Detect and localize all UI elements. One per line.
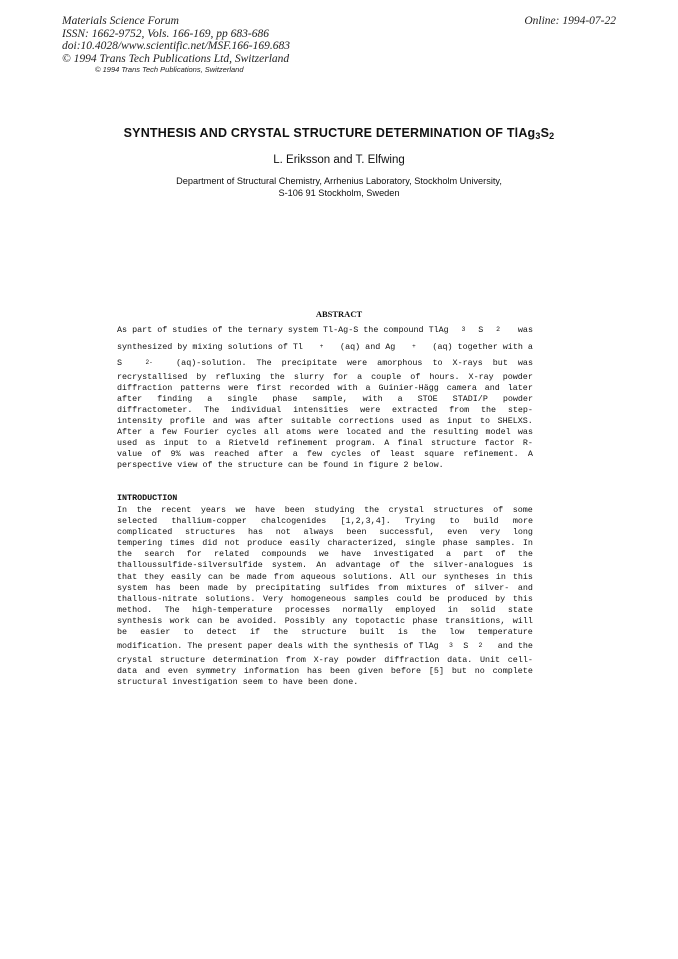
intro-line: data and even symmetry information has been given before [5] but no complete: [117, 665, 533, 676]
abstract-line: S 2- (aq)-solution. The precipitate were amorphous to X-rays but was: [117, 358, 533, 368]
abstract-line: diffraction patterns were first recorded with a Guinier-Hägg camera and later: [117, 382, 533, 393]
intro-line: tempering times did not produce easily characterized, single phase samples. In: [117, 538, 533, 549]
abstract-heading: ABSTRACT: [315, 309, 363, 319]
intro-line: crystal structure determination from X-ray powder diffraction data. Unit cell-: [117, 654, 533, 665]
affiliation-line-2: S-106 91 Stockholm, Sweden: [278, 187, 400, 198]
abstract-line: recrystallised by refluxing the slurry for a couple of hours. X-ray powder: [117, 371, 533, 382]
intro-line: method. The high-temperature processes normally employed in solid state: [117, 604, 533, 615]
intro-line: that they easily can be made from aqueous solutions. All our syntheses in this: [117, 571, 533, 582]
abstract-line: synthesized by mixing solutions of Tl + (aq) and Ag + (aq) together with a: [117, 341, 533, 352]
intro-line: synthesis work can be avoided. Possibly any topotactic phase transitions, will: [117, 615, 533, 626]
paper-title: SYNTHESIS AND CRYSTAL STRUCTURE DETERMINATION OF $TlAg_3S_2$: [123, 126, 555, 141]
abstract-line: After a few Fourier cycles all atoms were located and the resulting model was: [117, 426, 533, 437]
issn-line: ISSN: 1662-9752, Vols. 166-169, pp 683-686: [62, 27, 269, 40]
intro-line: be easier to detect if the structure built is the low temperature: [117, 627, 533, 638]
intro-line: the search for related compounds we have investigated a part of the: [117, 549, 533, 560]
intro-line: selected thallium-copper chalcogenides [1,2,3,4]. Trying to build more: [117, 516, 533, 527]
affiliation: [0, 176, 678, 199]
abstract-line: As part of studies of the ternary system Tl-Ag-S the compound TlAg 3 S 2 was: [117, 325, 533, 335]
abstract-line: used as input to a Rietveld refinement program. A final structure factor R-: [117, 438, 533, 449]
abstract-line: diffractometer. The individual intensities were extracted from the step-: [117, 404, 533, 415]
abstract-line: intensity profile and was after suitable corrections used as input to SHELXS.: [117, 415, 533, 426]
abstract-body: [117, 322, 533, 471]
intro-line: modification. The present paper deals with the synthesis of TlAg 3 S 2 and the: [117, 641, 533, 652]
copyright-line: © 1994 Trans Tech Publications Ltd, Switzerland: [62, 52, 290, 65]
authors: L. Eriksson and T. Elfwing: [273, 154, 405, 166]
introduction-body: [117, 505, 533, 688]
abstract-line: after finding a single phase sample, with a STOE STADI/P powder: [117, 393, 533, 404]
affiliation-line-1: Department of Structural Chemistry, Arrhenius Laboratory, Stockholm University,: [176, 176, 502, 186]
publisher-imprint: © 1994 Trans Tech Publications, Switzerland: [95, 65, 244, 74]
introduction-heading: INTRODUCTION: [117, 493, 178, 503]
intro-line: complicated structures has not always been successful, even very long: [117, 527, 533, 538]
intro-line: system has been made by precipitating sulfides from mixtures of silver- and: [117, 582, 533, 593]
online-date: Online: 1994-07-22: [524, 15, 616, 27]
doi-line: doi:10.4028/www.scientific.net/MSF.166-169.683: [62, 40, 290, 53]
abstract-line: value of 9% was reached after a few cycles of least square refinement. A: [117, 449, 533, 460]
journal-name: Materials Science Forum: [62, 15, 179, 27]
intro-line: structural investigation seem to have been done.: [117, 676, 359, 687]
journal-header: [62, 15, 290, 65]
intro-line: In the recent years we have been studying the crystal structures of some: [117, 505, 533, 515]
intro-line: thallous-nitrate solutions. Very homogeneous samples could be produced by this: [117, 593, 533, 604]
intro-line: thalloussulfide-silversulfide system. An advantage of the silver-analogues is: [117, 560, 533, 571]
abstract-line: perspective view of the structure can be found in figure 2 below.: [117, 460, 444, 471]
